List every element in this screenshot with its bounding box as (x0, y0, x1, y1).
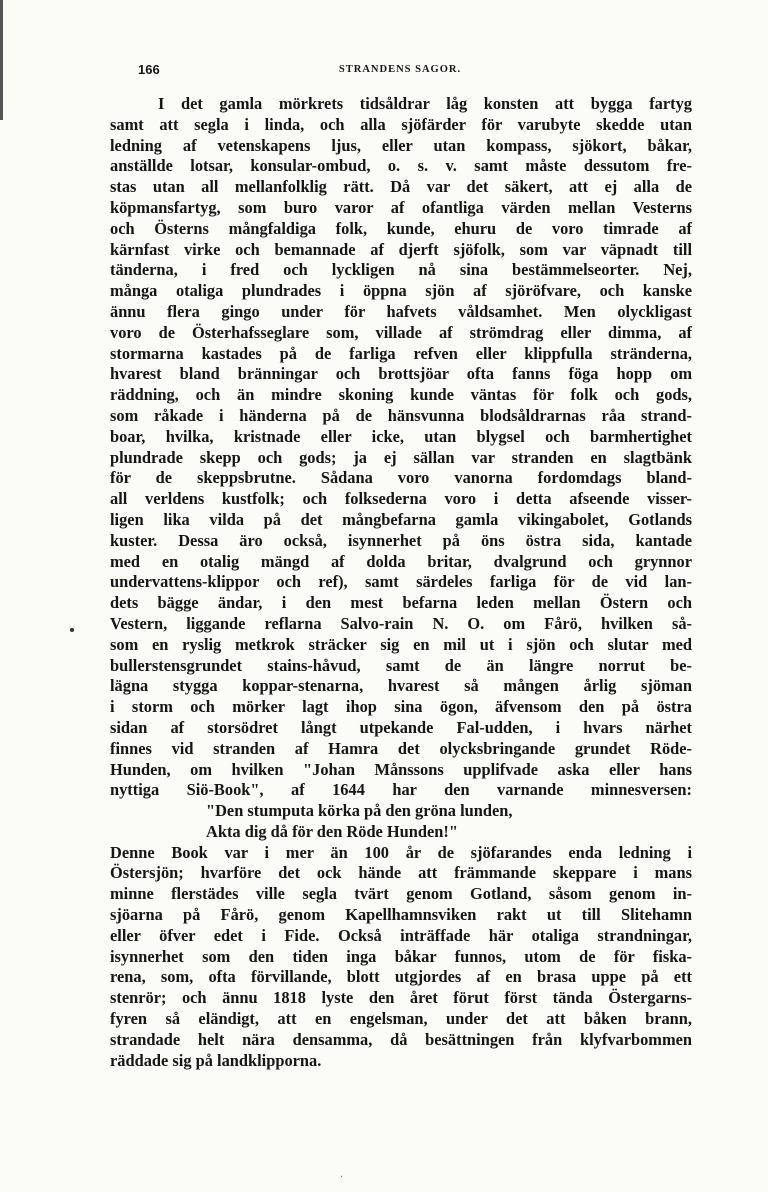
text-line: med en otalig mängd af dolda britar, dvalgrund och grynnor (110, 551, 692, 571)
text-line: bullerstensgrundet stains-håvud, samt de än längre norrut be- (110, 655, 692, 675)
text-line: många otaliga plundrades i öppna sjön af sjöröfvare, och kanske (110, 281, 692, 301)
text-line: stormarna kastades på de farliga refven eller klippfulla stränderna, (110, 343, 692, 363)
text-line: minne flerstädes ville segla tvärt genom Gotland, såsom genom in- (110, 884, 692, 904)
text-line: strandade helt nära densamma, då besättningen från klyfvarbommen (110, 1029, 692, 1049)
text-line: ligen lika vilda på det mångbefarna gamla vikingabolet, Gotlands (110, 509, 692, 529)
text-line: Denne Book var i mer än 100 år de sjöfarandes enda ledning i (110, 842, 692, 862)
text-line: samt att segla i linda, och alla sjöfärder för varubyte skedde utan (110, 114, 692, 134)
text-line: hvarest bland bränningar och brottsjöar ofta fanns föga hopp om (110, 364, 692, 384)
verse-line: Akta dig då för den Röde Hunden!" (206, 821, 458, 841)
running-title: STRANDENS SAGOR. (338, 64, 462, 75)
text-line: all verldens kustfolk; och folksederna voro i detta afseende visser- (110, 489, 692, 509)
text-line: anställde lotsar, konsular-ombud, o. s. v. samt måste dessutom fre- (110, 156, 692, 176)
text-line: kärnfast virke och bemannade af djerft sjöfolk, som var väpnadt till (110, 239, 692, 259)
text-line: räddade sig på landklipporna. (110, 1050, 322, 1070)
text-line: Vestern, liggande reflarna Salvo-rain N. O. om Fårö, hvilken så- (110, 613, 692, 633)
text-line: köpmansfartyg, som buro varor af ofantliga värden mellan Vesterns (110, 197, 692, 217)
text-line: nyttiga Siö-Book", af 1644 har den varnande minnesversen: (110, 780, 692, 800)
text-line: stenrör; och ännu 1818 lyste den året förut först tända Östergarns- (110, 988, 692, 1008)
footer-speck: · (340, 1172, 344, 1183)
text-line: finnes vid stranden af Hamra det olycksbringande grundet Röde- (110, 738, 692, 758)
text-line: som råkade i händerna på de hänsvunna blodsåldrarnas råa strand- (110, 405, 692, 425)
text-line: fyren så eländigt, att en engelsman, under det att båken brann, (110, 1009, 692, 1029)
text-line: lägna stygga koppar-stenarna, hvarest så mången årlig sjöman (110, 676, 692, 696)
text-line: dets bägge ändar, i den mest befarna leden mellan Östern och (110, 593, 692, 613)
text-line: Hunden, om hvilken "Johan Månssons upplifvade aska eller hans (110, 759, 692, 779)
text-line: undervattens-klippor och ref), samt särdeles farliga för de vid lan- (110, 572, 692, 592)
verse-line: "Den stumputa körka på den gröna lunden, (206, 801, 513, 821)
text-line: isynnerhet som den tiden inga båkar funnos, utom de för fiska- (110, 946, 692, 966)
page-number: 166 (138, 62, 160, 77)
text-line: räddning, och än mindre skoning kunde väntas för folk och gods, (110, 385, 692, 405)
text-line: som en ryslig metkrok sträcker sig en mil ut i sjön och slutar med (110, 634, 692, 654)
margin-mark (70, 628, 74, 632)
text-line: ännu flera gingo under för hafvets våldsamhet. Men olyckligast (110, 301, 692, 321)
text-line: ledning af vetenskapens ljus, eller utan kompass, sjökort, båkar, (110, 135, 692, 155)
text-line: rena, som, ofta förvillande, blott utgjordes af en brasa uppe på ett (110, 967, 692, 987)
text-line: voro de Österhafsseglare som, villade af strömdrag eller dimma, af (110, 322, 692, 342)
text-line: stas utan all mellanfolklig rätt. Då var det säkert, att ej alla de (110, 177, 692, 197)
text-line: boar, hvilka, kristnade eller icke, utan blygsel och barmhertighet (110, 426, 692, 446)
text-line: I det gamla mörkrets tidsåldrar låg konsten att bygga fartyg (158, 94, 692, 113)
text-line: kuster. Dessa äro också, isynnerhet på öns östra sida, kantade (110, 530, 692, 550)
page-edge-shadow (0, 0, 11, 120)
text-line: sidan af storsödret långt utpekande Fal-udden, i hvars närhet (110, 717, 692, 737)
page-header (110, 62, 690, 82)
body-text (110, 94, 692, 1071)
text-line: tänderna, i fred och lyckligen nå sina bestämmelseorter. Nej, (110, 260, 692, 280)
text-line: sjöarna på Fårö, genom Kapellhamnsviken rakt ut till Slitehamn (110, 905, 692, 925)
text-line: plundrade skepp och gods; ja ej sällan var stranden en slagtbänk (110, 447, 692, 467)
text-line: eller öfver edet i Fide. Också inträffade här otaliga strandningar, (110, 925, 692, 945)
text-line: i storm och mörker lagt ihop sina ögon, äfvensom den på östra (110, 697, 692, 717)
text-line: för de skeppsbrutne. Sådana voro vanorna fordomdags bland- (110, 468, 692, 488)
text-line: och Österns mångfaldiga folk, kunde, ehuru de voro timrade af (110, 218, 692, 238)
text-line: Östersjön; hvarföre det ock hände att främmande skeppare i mans (110, 863, 692, 883)
